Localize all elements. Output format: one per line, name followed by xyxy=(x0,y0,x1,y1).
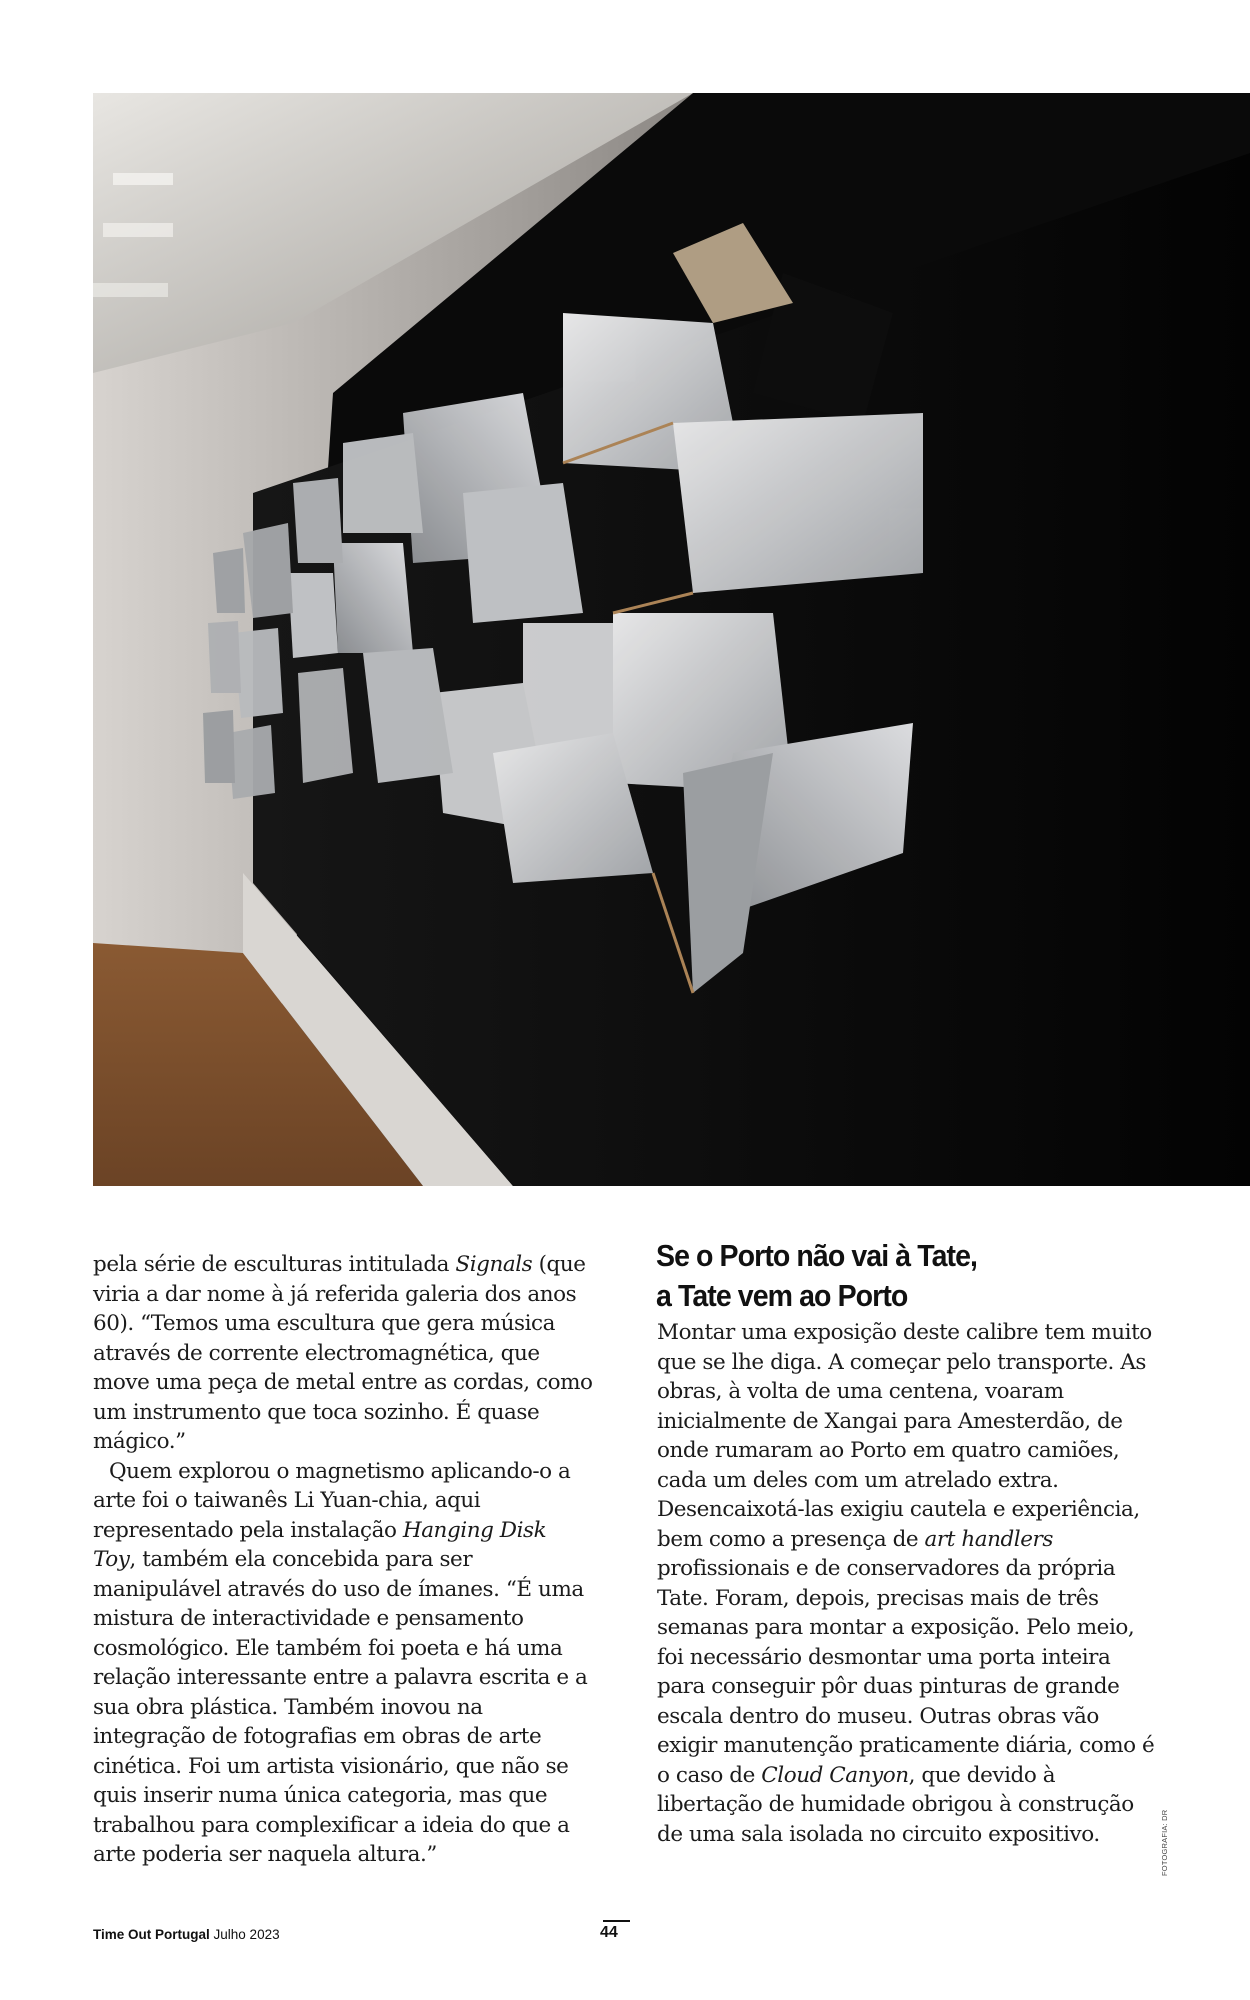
footer-publication xyxy=(93,1927,280,1942)
page-number-rule xyxy=(603,1920,630,1922)
photo-credit: FOTOGRAFIA: DR xyxy=(1160,1809,1169,1876)
publication-name: Time Out Portugal xyxy=(93,1927,210,1942)
article-right-column xyxy=(657,1318,1157,1849)
article-left-column xyxy=(93,1250,593,1870)
installation-photo xyxy=(93,93,1250,1186)
section-heading: Se o Porto não vai à Tate, a Tate vem ao Porto xyxy=(656,1238,978,1313)
right-paragraph-1: Montar uma exposição deste calibre tem muito que se lhe diga. A começar pelo transporte. As obras, à volta de uma centena, voaram inicialmente de Xangai para Amesterdão, de onde rumaram ao Porto em quatro camiões, cada um deles com um atrelado extra. Desencaixotá-las exigiu cautela e experiência, bem como a presença de art handlers profissionais e de conservadores da própria Tate. Foram, depois, precisas mais de três semanas para montar a exposição. Pelo meio, foi necessário desmontar uma porta inteira para conseguir pôr duas pinturas de grande escala dentro do museu. Outras obras vão exigir manutenção praticamente diária, como é o caso de Cloud Canyon, que devido à libertação de humidade obrigou à construção de uma sala isolada no circuito expositivo. xyxy=(657,1320,1155,1847)
left-paragraph-1: pela série de esculturas intitulada Signals (que viria a dar nome à já referida galeria dos anos 60). “Temos uma escultura que gera música através de corrente electromagnética, que move uma peça de metal entre as cordas, como um instrumento que toca sozinho. É quase mágico.” xyxy=(93,1252,593,1454)
page-number: 44 xyxy=(600,1924,618,1941)
issue-date: Julho 2023 xyxy=(213,1927,280,1942)
left-paragraph-2: Quem explorou o magnetismo aplicando-o a arte foi o taiwanês Li Yuan-chia, aqui representado pela instalação Hanging Disk Toy, também ela concebida para ser manipulável através do uso de ímanes. “É uma mistura de interactividade e pensamento cosmológico. Ele também foi poeta e há uma relação interessante entre a palavra escrita e a sua obra plástica. Também inovou na integração de fotografias em obras de arte cinética. Foi um artista visionário, que não se quis inserir numa única categoria, mas que trabalhou para complexificar a ideia do que a arte poderia ser naquela altura.” xyxy=(93,1458,588,1867)
